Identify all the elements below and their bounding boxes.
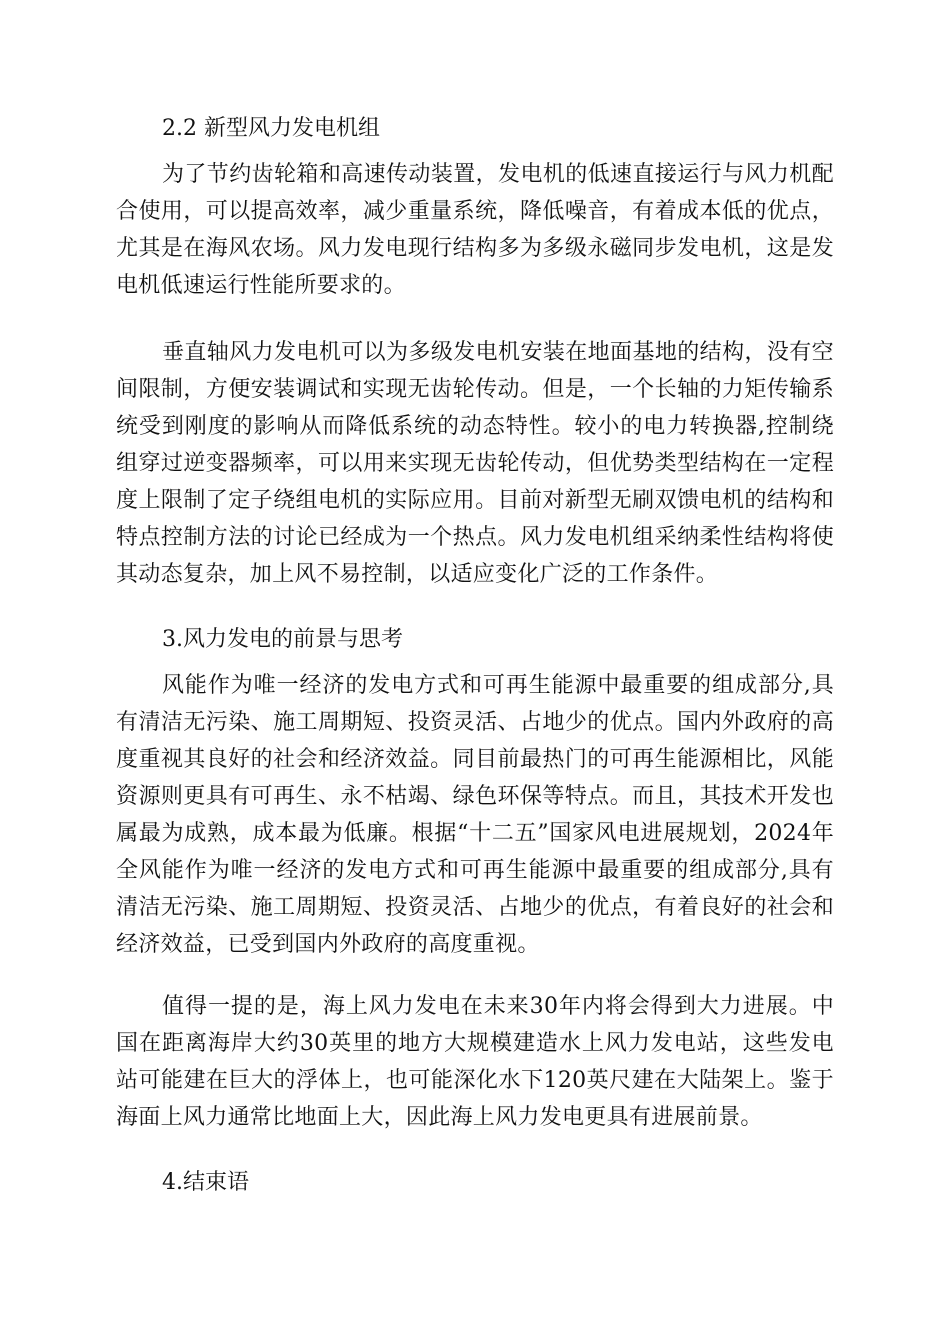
- section-heading-3: 3.风力发电的前景与思考: [162, 627, 403, 652]
- paragraph-new-generator-units: 为了节约齿轮箱和高速传动装置，发电机的低速直接运行与风力机配合使用，可以提高效率，减少重量系统，降低噪音，有着成本低的优点，尤其是在海风农场。风力发电现行结构多为多级永磁同步发电机，这是发电机低速运行性能所要求的。: [116, 162, 834, 298]
- document-page: [116, 108, 834, 1204]
- paragraph-vertical-axis-generator: 垂直轴风力发电机可以为多级发电机安装在地面基地的结构，没有空间限制，方便安装调试和实现无齿轮传动。但是，一个长轴的力矩传输系统受到刚度的影响从而降低系统的动态特性。较小的电力转换器,控制绕组穿过逆变器频率，可以用来实现无齿轮传动，但优势类型结构在一定程度上限制了定子绕组电机的实际应用。目前对新型无刷双馈电机的结构和特点控制方法的讨论已经成为一个热点。风力发电机组采纳柔性结构将使其动态复杂，加上风不易控制，以适应变化广泛的工作条件。: [116, 340, 834, 587]
- section-heading-2-2: 2.2 新型风力发电机组: [162, 116, 380, 141]
- section-heading-4: 4.结束语: [162, 1170, 249, 1195]
- paragraph-offshore-wind: 值得一提的是，海上风力发电在未来30年内将会得到大力进展。中国在距离海岸大约30英里的地方大规模建造水上风力发电站，这些发电站可能建在巨大的浮体上，也可能深化水下120英尺建在大陆架上。鉴于海面上风力通常比地面上大，因此海上风力发电更具有进展前景。: [116, 994, 834, 1130]
- paragraph-wind-energy-prospects: 风能作为唯一经济的发电方式和可再生能源中最重要的组成部分,具有清洁无污染、施工周期短、投资灵活、占地少的优点。国内外政府的高度重视其良好的社会和经济效益。同目前最热门的可再生能源相比，风能资源则更具有可再生、永不枯竭、绿色环保等特点。而且，其技术开发也属最为成熟，成本最为低廉。根据“十二五”国家风电进展规划，2024年全风能作为唯一经济的发电方式和可再生能源中最重要的组成部分,具有清洁无污染、施工周期短、投资灵活、占地少的优点，有着良好的社会和经济效益，已受到国内外政府的高度重视。: [116, 673, 834, 957]
